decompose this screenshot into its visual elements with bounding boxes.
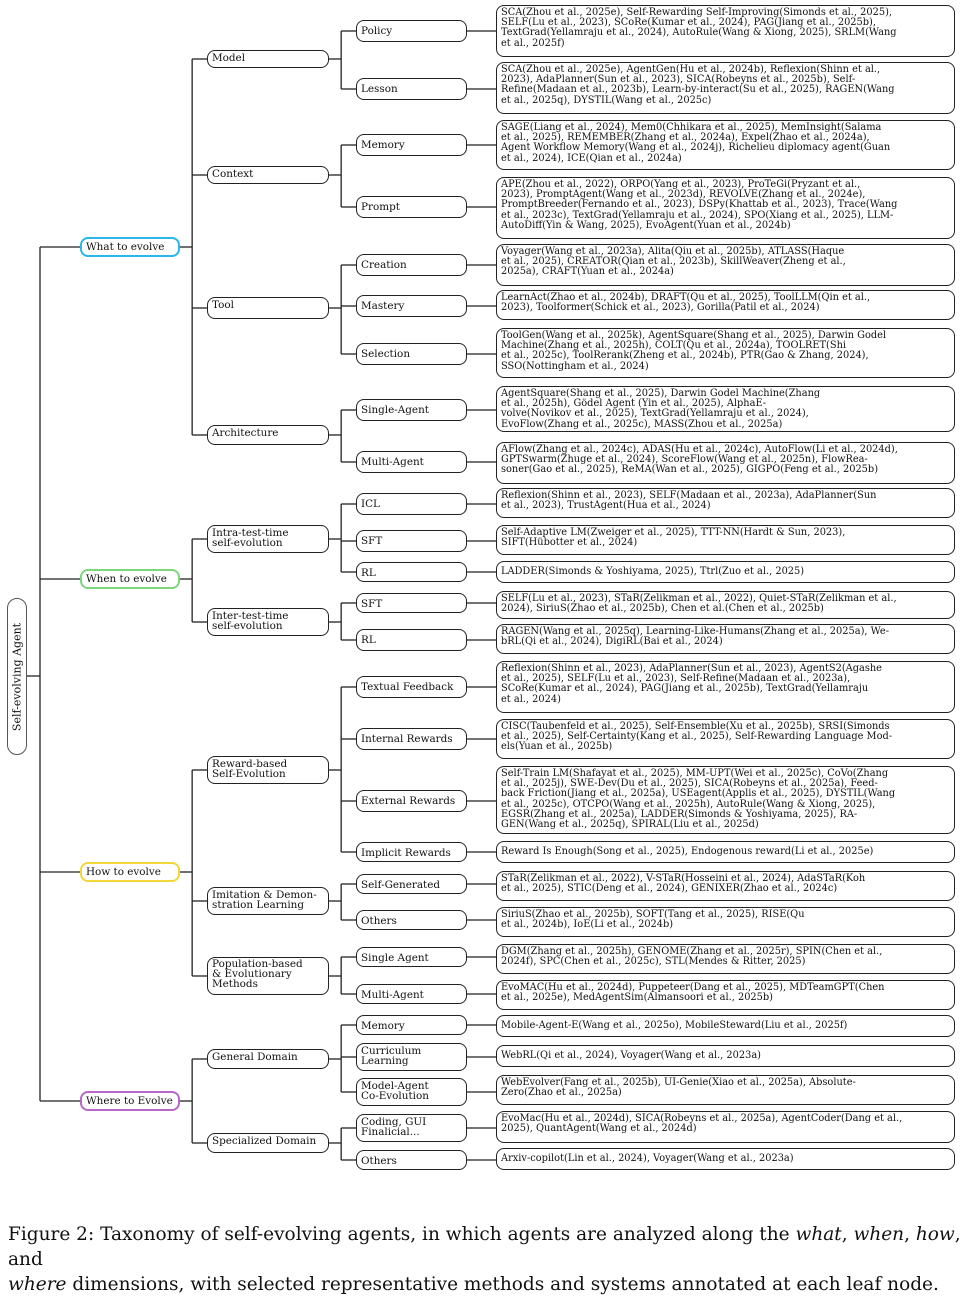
- root-node: [7, 598, 27, 755]
- subcategory-label: Multi-Agent: [361, 456, 424, 468]
- method-list-line: et al., 2025), SELF(Lu et al., 2023), Self-Refine(Madaan et al., 2023a),: [501, 673, 851, 685]
- category-node: [207, 1133, 329, 1153]
- subcategory-label: Curriculum: [361, 1045, 422, 1057]
- method-list-line: CISC(Taubenfeld et al., 2025), Self-Ensemble(Xu et al., 2025b), SRSI(Simonds: [501, 721, 890, 732]
- method-list-node: [496, 841, 955, 863]
- subcategory-node: [356, 295, 467, 317]
- method-list-line: et al., 2025h), Gödel Agent (Yin et al., 2025), AlphaE-: [501, 398, 767, 410]
- subcategory-label: External Rewards: [361, 795, 456, 807]
- caption-when: when: [853, 1224, 905, 1245]
- method-list-node: [496, 62, 955, 114]
- dimension-node: [80, 569, 180, 589]
- method-list-node: [496, 1075, 955, 1105]
- method-list-line: et al., 2025c), OTCPO(Wang et al., 2025h), AutoRule(Wang & Xiong, 2025),: [501, 798, 876, 810]
- method-list-node: [496, 120, 955, 170]
- caption-sep3: , and: [8, 1224, 961, 1270]
- method-list-line: et al., 2025c), ToolRerank(Zheng et al., 2024b), PTR(Gao & Zhang, 2024),: [501, 350, 869, 362]
- method-list-line: soner(Gao et al., 2025), ReMA(Wan et al., 2025), GIGPO(Feng et al., 2025b): [501, 464, 879, 476]
- method-list-line: AgentSquare(Shang et al., 2025), Darwin Godel Machine(Zhang: [501, 388, 821, 399]
- method-list-line: bRL(Qi et al., 2024), DigiRL(Bai et al., 2024): [501, 636, 723, 648]
- category-label: Self-Evolution: [212, 768, 286, 781]
- subcategory-label: ICL: [361, 498, 380, 510]
- category-label: self-evolution: [212, 620, 283, 633]
- subcategory-label: SFT: [361, 535, 383, 547]
- subcategory-node: [356, 1114, 467, 1142]
- subcategory-node: [356, 842, 467, 862]
- method-list-line: Voyager(Wang et al., 2023a), Alita(Qiu et al., 2025b), ATLASS(Haque: [501, 246, 845, 257]
- method-list-line: et al., 2025f): [501, 37, 565, 49]
- subcategory-label: Learning: [361, 1055, 409, 1068]
- category-node: [207, 297, 329, 319]
- subcategory-node: [356, 451, 467, 473]
- caption-how: how: [915, 1224, 955, 1245]
- category-node: [207, 166, 329, 184]
- category-label: Architecture: [212, 427, 279, 439]
- method-list-line: et al., 2025j), SWE-Dev(Du et al., 2025), SICA(Robeyns et al., 2025a), Feed-: [501, 778, 878, 790]
- subcategory-node: [356, 1150, 467, 1170]
- method-list-line: et al., 2025e), MedAgentSim(Almansoori et al., 2025b): [501, 992, 773, 1004]
- subcategory-label: Finalicial...: [361, 1126, 420, 1139]
- subcategory-node: [356, 790, 467, 812]
- method-list-node: [496, 525, 955, 555]
- method-list-node: [496, 907, 955, 937]
- subcategory-label: Single Agent: [361, 952, 429, 964]
- method-list-line: SCA(Zhou et al., 2025e), AgentGen(Hu et al., 2024b), Reflexion(Shinn et al.,: [501, 64, 881, 75]
- dimension-label: What to evolve: [86, 241, 165, 253]
- method-list-line: LADDER(Simonds & Yoshiyama, 2025), Ttrl(Zuo et al., 2025): [501, 566, 805, 577]
- subcategory-label: Memory: [361, 139, 405, 151]
- dimension-label: How to evolve: [86, 866, 161, 878]
- method-list-line: STaR(Zelikman et al., 2022), V-STaR(Hosseini et al., 2024), AdaSTaR(Koh: [501, 873, 866, 884]
- method-list-line: Self-Train LM(Shafayat et al., 2025), MM-UPT(Wei et al., 2025c), CoVo(Zhang: [501, 768, 889, 779]
- method-list-line: 2025a), CRAFT(Yuan et al., 2024a): [501, 266, 674, 278]
- subcategory-label: Memory: [361, 1020, 405, 1032]
- subcategory-label: Self-Generated: [361, 879, 441, 891]
- category-label: Imitation & Demon-: [212, 889, 317, 901]
- method-list-node: [496, 290, 955, 320]
- subcategory-node: [356, 1043, 467, 1071]
- category-node: [207, 50, 329, 68]
- method-list-line: Refine(Madaan et al., 2023b), Learn-by-interact(Su et al., 2025), RAGEN(Wang: [501, 84, 895, 96]
- category-node: [207, 957, 329, 995]
- method-list-line: et al., 2023c), TextGrad(Yellamraju et al., 2024), SPO(Xiang et al., 2025), LLM-: [501, 209, 894, 221]
- method-list-line: et al., 2025), Self-Certainty(Kang et al., 2025), Self-Rewarding Language Mod-: [501, 731, 893, 743]
- subcategory-label: Co-Evolution: [361, 1090, 429, 1103]
- category-label: Specialized Domain: [212, 1135, 317, 1147]
- caption-sep2: ,: [904, 1224, 916, 1245]
- category-label: Intra-test-time: [212, 527, 289, 539]
- method-list-node: [496, 766, 955, 834]
- category-node: [207, 1049, 329, 1069]
- method-list-line: SAGE(Liang et al., 2024), Mem0(Chhikara et al., 2025), MemInsight(Salama: [501, 122, 882, 133]
- method-list-node: [496, 1111, 955, 1143]
- caption-suffix: dimensions, with selected representative methods and systems annotated at each leaf node.: [66, 1274, 939, 1295]
- category-node: [207, 525, 329, 553]
- method-list-node: [496, 1045, 955, 1067]
- subcategory-label: Single-Agent: [361, 404, 429, 416]
- method-list-line: GPTSwarm(Zhuge et al., 2024), ScoreFlow(Wang et al., 2025n), FlowRea-: [501, 454, 868, 466]
- subcategory-node: [356, 1015, 467, 1035]
- subcategory-label: Mastery: [361, 300, 405, 312]
- method-list-line: EvoFlow(Zhang et al., 2025c), MASS(Zhou et al., 2025a): [501, 418, 783, 430]
- method-list-node: [496, 871, 955, 901]
- subcategory-node: [356, 343, 467, 365]
- caption-where: where: [8, 1274, 67, 1295]
- method-list-line: SiriuS(Zhao et al., 2025b), SOFT(Tang et al., 2025), RISE(Qu: [501, 909, 805, 920]
- method-list-line: back Friction(Jiang et al., 2025a), USEagent(Applis et al., 2025), DYSTIL(Wang: [501, 788, 896, 800]
- subcategory-node: [356, 947, 467, 967]
- method-list-line: TextGrad(Yellamraju et al., 2024), AutoRule(Wang & Xiong, 2025), SRLM(Wang: [501, 27, 897, 39]
- method-list-line: et al., 2024): [501, 693, 561, 705]
- method-list-node: [496, 328, 955, 378]
- category-label: & Evolutionary: [212, 968, 292, 980]
- method-list-line: SSO(Nottingham et al., 2024): [501, 360, 649, 372]
- subcategory-node: [356, 676, 467, 698]
- category-node: [207, 887, 329, 915]
- dimension-node: [80, 237, 180, 257]
- method-list-line: 2024), SiriuS(Zhao et al., 2025b), Chen et al.(Chen et al., 2025b): [501, 603, 824, 615]
- subcategory-node: [356, 493, 467, 515]
- method-list-line: EvoMac(Hu et al., 2024d), SICA(Robeyns et al., 2025a), AgentCoder(Dang et al.,: [501, 1113, 903, 1124]
- root-label: Self-evolving Agent: [10, 622, 24, 731]
- subcategory-label: Creation: [361, 259, 407, 271]
- method-list-line: SCA(Zhou et al., 2025e), Self-Rewarding Self-Improving(Simonds et al., 2025),: [501, 7, 893, 18]
- subcategory-node: [356, 530, 467, 552]
- caption-prefix: Figure 2: Taxonomy of self-evolving agents, in which agents are analyzed along the: [8, 1224, 796, 1245]
- method-list-line: 2025), QuantAgent(Wang et al., 2024d): [501, 1123, 697, 1135]
- category-node: [207, 608, 329, 636]
- category-label: Methods: [212, 978, 258, 990]
- category-label: Inter-test-time: [212, 610, 289, 622]
- method-list-node: [496, 386, 955, 432]
- method-list-line: volve(Novikov et al., 2025), TextGrad(Yellamraju et al., 2024),: [501, 408, 809, 420]
- subcategory-node: [356, 593, 467, 613]
- method-list-line: Arxiv-copilot(Lin et al., 2024), Voyager(Wang et al., 2023a): [501, 1153, 794, 1164]
- method-list-line: AutoDiff(Yin & Wang, 2025), EvoAgent(Yuan et al., 2024b): [501, 219, 791, 231]
- method-list-line: EGSR(Zhang et al., 2025a), LADDER(Simonds & Yoshiyama, 2025), RA-: [501, 808, 858, 820]
- method-list-line: Machine(Zhang et al., 2025h), COLT(Qu et al., 2024a), TOOLRET(Shi: [501, 340, 847, 352]
- subcategory-node: [356, 562, 467, 582]
- method-list-node: [496, 944, 955, 974]
- method-list-node: [496, 980, 955, 1010]
- method-list-line: SIFT(Hübotter et al., 2024): [501, 537, 638, 549]
- method-list-line: AFlow(Zhang et al., 2024c), ADAS(Hu et al., 2024c), AutoFlow(Li et al., 2024d),: [501, 444, 898, 455]
- subcategory-node: [356, 254, 467, 276]
- method-list-line: Mobile-Agent-E(Wang et al., 2025o), MobileSteward(Liu et al., 2025f): [501, 1020, 848, 1031]
- method-list-line: WebEvolver(Fang et al., 2025b), UI-Genie(Xiao et al., 2025a), Absolute-: [501, 1077, 856, 1088]
- method-list-line: Reflexion(Shinn et al., 2023), AdaPlanner(Sun et al., 2023), AgentS2(Agashe: [501, 663, 882, 674]
- subcategory-node: [356, 196, 467, 218]
- category-label: General Domain: [212, 1051, 298, 1063]
- method-list-node: [496, 719, 955, 759]
- subcategory-label: Model-Agent: [361, 1080, 429, 1092]
- subcategory-label: Others: [361, 1155, 397, 1167]
- subcategory-label: Coding, GUI: [361, 1116, 427, 1128]
- category-label: Tool: [212, 299, 234, 311]
- method-list-line: DGM(Zhang et al., 2025h), GENOME(Zhang et al., 2025r), SPIN(Chen et al.,: [501, 946, 883, 957]
- method-list-line: Agent Workflow Memory(Wang et al., 2024j), Richelieu diplomacy agent(Guan: [501, 142, 891, 154]
- method-list-line: et al., 2025), STIC(Deng et al., 2024), GENIXER(Zhao et al., 2024c): [501, 883, 838, 895]
- subcategory-node: [356, 728, 467, 750]
- method-list-line: EvoMAC(Hu et al., 2024d), Puppeteer(Dang et al., 2025), MDTeamGPT(Chen: [501, 982, 885, 993]
- subcategory-label: SFT: [361, 598, 383, 610]
- subcategory-label: Others: [361, 915, 397, 927]
- method-list-line: et al., 2025), CREATOR(Qian et al., 2023b), SkillWeaver(Zheng et al.,: [501, 256, 846, 268]
- subcategory-label: Multi-Agent: [361, 989, 424, 1001]
- subcategory-label: RL: [361, 634, 376, 646]
- method-list-node: [496, 5, 955, 57]
- subcategory-label: Lesson: [361, 83, 398, 95]
- category-node: [207, 425, 329, 445]
- method-list-node: [496, 624, 955, 654]
- method-list-node: [496, 244, 955, 286]
- method-list-line: LearnAct(Zhao et al., 2024b), DRAFT(Qu et al., 2025), ToolLLM(Qin et al.,: [501, 292, 871, 303]
- method-list-line: PromptBreeder(Fernando et al., 2023), DSPy(Khattab et al., 2023), Trace(Wang: [501, 199, 898, 211]
- subcategory-node: [356, 984, 467, 1004]
- method-list-line: SELF(Lu et al., 2023), SCoRe(Kumar et al., 2024), PAG(Jiang et al., 2025b),: [501, 17, 876, 29]
- subcategory-label: Textual Feedback: [361, 681, 454, 693]
- category-label: stration Learning: [212, 899, 304, 912]
- dimension-label: When to evolve: [86, 573, 167, 585]
- method-list-line: et al., 2025), REMEMBER(Zhang et al., 2024a), Expel(Zhao et al., 2024a),: [501, 132, 870, 144]
- method-list-node: [496, 177, 955, 239]
- method-list-node: [496, 442, 955, 484]
- subcategory-node: [356, 629, 467, 651]
- subcategory-node: [356, 1078, 467, 1106]
- category-label: Reward-based: [212, 758, 288, 770]
- category-label: self-evolution: [212, 537, 283, 550]
- caption-sep1: ,: [841, 1224, 854, 1245]
- method-list-line: 2023), PromptAgent(Wang et al., 2023d), REVOLVE(Zhang et al., 2024e),: [501, 189, 866, 201]
- subcategory-label: RL: [361, 567, 376, 579]
- method-list-node: [496, 561, 955, 583]
- category-label: Context: [212, 168, 254, 180]
- method-list-node: [496, 1015, 955, 1037]
- method-list-line: GEN(Wang et al., 2025q), SPIRAL(Liu et al., 2025d): [501, 819, 759, 831]
- method-list-line: Self-Adaptive LM(Zweiger et al., 2025), TTT-NN(Hardt & Sun, 2023),: [501, 527, 846, 538]
- dimension-label: Where to Evolve: [86, 1095, 173, 1107]
- subcategory-node: [356, 134, 467, 156]
- method-list-line: 2023), Toolformer(Schick et al., 2023), Gorilla(Patil et al., 2024): [501, 302, 820, 314]
- method-list-line: et al., 2023), TrustAgent(Hua et al., 2024): [501, 500, 711, 512]
- caption-what: what: [795, 1224, 842, 1245]
- method-list-line: SELF(Lu et al., 2023), STaR(Zelikman et al., 2022), Quiet-STaR(Zelikman et al.,: [501, 593, 897, 604]
- method-list-line: APE(Zhou et al., 2022), ORPO(Yang et al., 2023), ProTeGi(Pryzant et al.,: [501, 179, 861, 190]
- dimension-node: [80, 1091, 180, 1111]
- method-list-line: SCoRe(Kumar et al., 2024), PAG(Jiang et al., 2025b), TextGrad(Yellamraju: [501, 683, 869, 695]
- dimension-node: [80, 862, 180, 882]
- category-label: Population-based: [212, 958, 303, 970]
- subcategory-label: Prompt: [361, 201, 400, 213]
- subcategory-node: [356, 910, 467, 930]
- method-list-line: ToolGen(Wang et al., 2025k), AgentSquare(Shang et al., 2025), Darwin Godel: [501, 330, 887, 341]
- category-node: [207, 756, 329, 784]
- method-list-node: [496, 661, 955, 713]
- category-label: Model: [212, 52, 246, 64]
- method-list-line: 2024f), SPC(Chen et al., 2025c), STL(Mendes & Ritter, 2025): [501, 956, 806, 968]
- method-list-line: Reward Is Enough(Song et al., 2025), Endogenous reward(Li et al., 2025e): [501, 846, 874, 857]
- method-list-line: Zero(Zhao et al., 2025a): [501, 1087, 622, 1099]
- method-list-node: [496, 591, 955, 619]
- method-list-node: [496, 488, 955, 518]
- subcategory-node: [356, 78, 467, 100]
- subcategory-node: [356, 20, 467, 42]
- method-list-line: et al., 2024b), IoE(Li et al., 2024b): [501, 919, 674, 931]
- subcategory-label: Selection: [361, 348, 411, 360]
- subcategory-node: [356, 874, 467, 894]
- method-list-node: [496, 1148, 955, 1170]
- subcategory-node: [356, 399, 467, 421]
- subcategory-label: Internal Rewards: [361, 733, 453, 745]
- method-list-line: RAGEN(Wang et al., 2025q), Learning-Like-Humans(Zhang et al., 2025a), We-: [501, 626, 890, 637]
- method-list-line: et al., 2025q), DYSTIL(Wang et al., 2025c): [501, 94, 712, 106]
- method-list-line: Reflexion(Shinn et al., 2023), SELF(Madaan et al., 2023a), AdaPlanner(Sun: [501, 490, 877, 501]
- method-list-line: et al., 2024), ICE(Qian et al., 2024a): [501, 152, 682, 164]
- figure-caption: [8, 1222, 968, 1297]
- method-list-line: WebRL(Qi et al., 2024), Voyager(Wang et al., 2023a): [501, 1050, 762, 1061]
- subcategory-label: Implicit Rewards: [361, 847, 451, 859]
- subcategory-label: Policy: [361, 25, 393, 37]
- method-list-line: els(Yuan et al., 2025b): [501, 741, 613, 753]
- method-list-line: 2023), AdaPlanner(Sun et al., 2023), SICA(Robeyns et al., 2025b), Self-: [501, 74, 856, 86]
